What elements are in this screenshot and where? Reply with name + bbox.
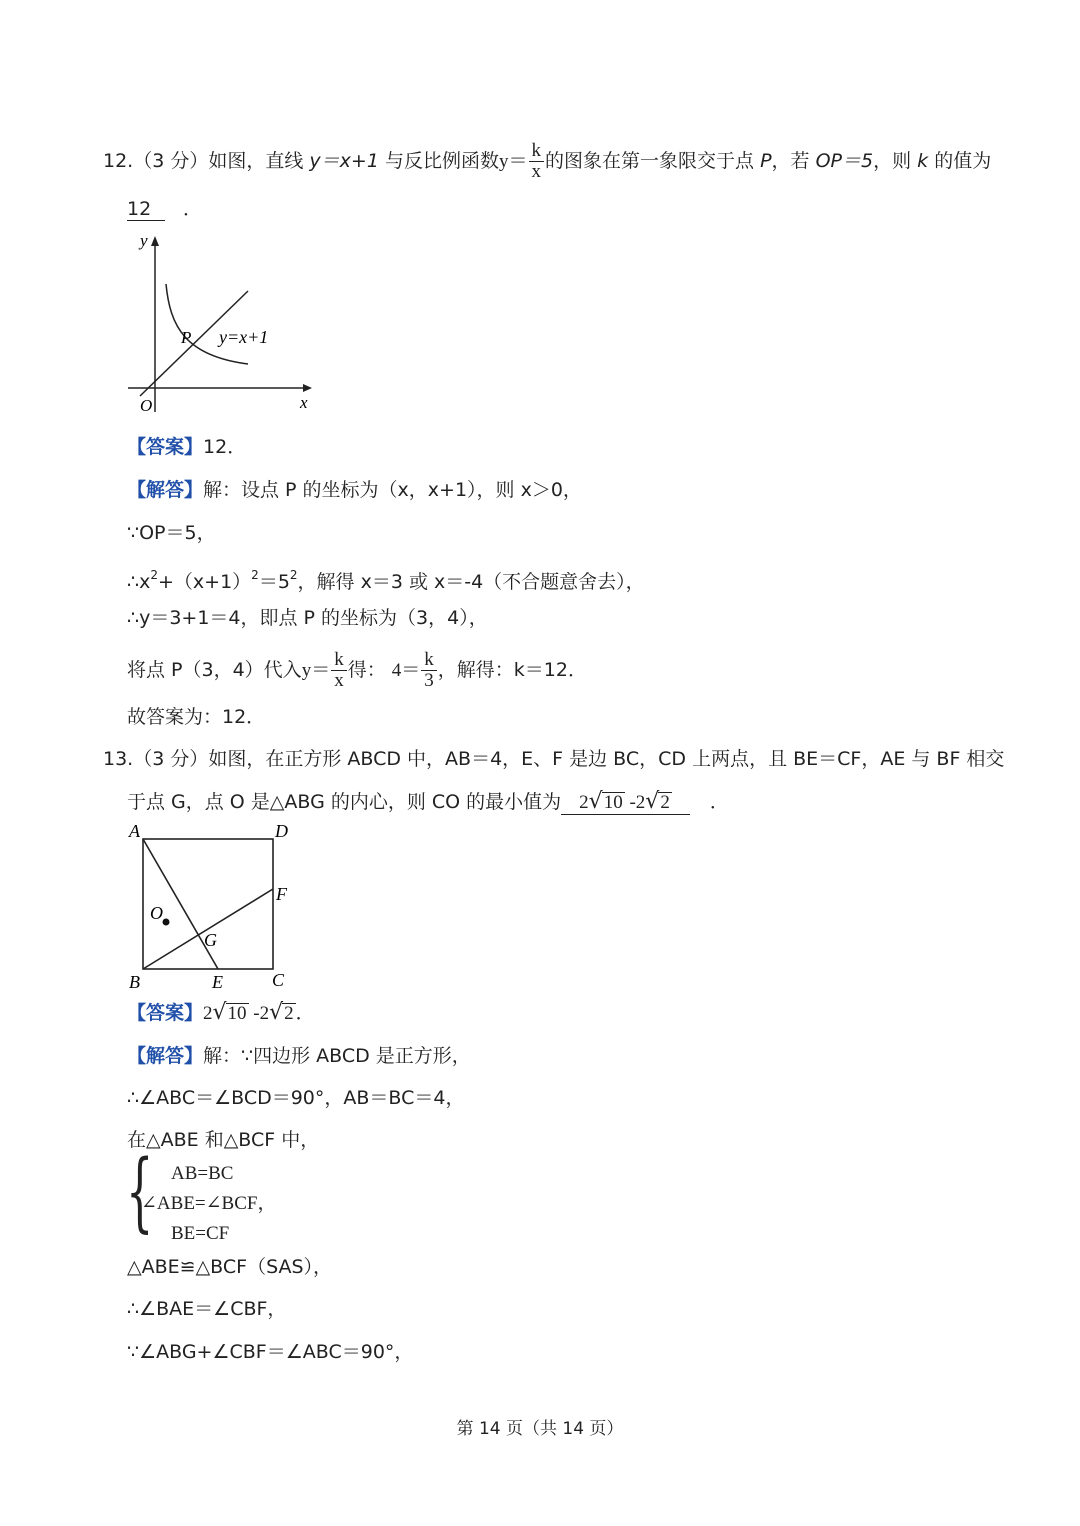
radical-sign: √ <box>269 1000 284 1025</box>
frac-numerator: k <box>421 650 437 671</box>
blank-end: ． <box>709 791 729 813</box>
equation-text: AB=BC <box>171 1163 234 1184</box>
solution-text: +（x+1） <box>157 571 252 593</box>
superscript: 2 <box>150 568 158 582</box>
hyperbola-curve <box>166 284 248 364</box>
solution-text: ＝5 <box>258 571 290 593</box>
solution-text: ，解得：k＝12． <box>437 659 587 681</box>
x-axis-arrow <box>303 384 312 392</box>
q13-square-figure <box>120 818 310 998</box>
system-brace: { <box>126 1142 154 1242</box>
solution-text: 将点 P（3，4）代入 <box>127 659 302 681</box>
superscript: 2 <box>251 568 259 582</box>
solution-text: 解：∵四边形 ABCD 是正方形， <box>203 1045 471 1067</box>
stem-text: ，则 <box>873 150 912 172</box>
y-axis-label: y <box>140 231 148 250</box>
point-label: P <box>760 150 772 172</box>
q12-solution-line6 <box>127 704 265 730</box>
frac-numerator: k <box>529 141 545 162</box>
fraction-k-over-x <box>331 650 347 691</box>
stem-text: 的图象在第一象限交于点 <box>545 150 755 172</box>
q12-solution-line5 <box>127 650 587 691</box>
frac-numerator: k <box>331 650 347 671</box>
solution-text: △ABE≌△BCF（SAS）， <box>127 1256 333 1278</box>
answer-tag: 【答案】 <box>127 1002 204 1024</box>
superscript: 2 <box>289 568 298 582</box>
solution-text: ∴∠ABC＝∠BCD＝90°，AB＝BC＝4， <box>127 1087 465 1109</box>
radicand: 10 <box>227 1003 247 1024</box>
question-number: 12. <box>103 150 134 172</box>
frac-denominator: 3 <box>424 670 434 691</box>
q12-solution-line4 <box>127 605 488 631</box>
line-label: y=x+1 <box>219 327 269 347</box>
q12-solution-line3 <box>127 562 645 595</box>
answer-value: 12． <box>203 436 247 458</box>
q12-answer <box>127 434 246 460</box>
radical-sign: √ <box>588 789 603 814</box>
radical-sign: √ <box>645 789 660 814</box>
q13-solution-line6 <box>127 1339 413 1365</box>
point-g-label: G <box>204 930 217 950</box>
stem-text: 如图，直线 <box>208 150 304 172</box>
incenter-o-dot <box>163 919 170 926</box>
q13-solution-line4 <box>127 1254 332 1280</box>
blank-end: ． <box>183 198 203 220</box>
fraction-k-over-x <box>529 141 545 182</box>
equation-text: ∠ABE=∠BCF， <box>141 1193 277 1214</box>
y-axis-arrow <box>151 236 159 246</box>
q13-solution-line1 <box>127 1043 471 1069</box>
point-p-label: P <box>181 328 192 347</box>
solution-text: 故答案为：12． <box>127 706 266 728</box>
equation-text: BE=CF <box>171 1223 230 1244</box>
solution-tag: 【解答】 <box>127 479 204 501</box>
system-eq3 <box>171 1221 229 1247</box>
frac-denominator: x <box>334 670 344 691</box>
stem-text: 的值为 <box>934 150 992 172</box>
q13-stem-line1 <box>103 746 1004 772</box>
vertex-b-label: B <box>129 972 140 992</box>
x-axis-label: x <box>300 393 308 412</box>
question-number: 13. <box>103 748 134 770</box>
y-equals: y＝ <box>301 660 331 681</box>
stem-text: 与反比例函数 <box>384 150 499 172</box>
radical-sign: √ <box>212 1000 227 1025</box>
coef: 2 <box>203 1003 213 1024</box>
solution-text: 解：设点 P 的坐标为（x，x+1），则 x＞0， <box>203 479 582 501</box>
stem-text: 于点 G，点 O 是△ABG 的内心，则 CO 的最小值为 <box>127 791 562 813</box>
solution-text: 在△ABE 和△BCF 中， <box>127 1129 320 1151</box>
answer-blank: 12 <box>127 198 165 221</box>
op-condition: OP＝5 <box>815 150 874 172</box>
question-score: （3 分） <box>133 748 209 770</box>
q12-stem <box>103 141 991 182</box>
k-variable: k <box>917 150 929 172</box>
point-o-label: O <box>150 903 163 923</box>
q13-solution-line2 <box>127 1085 464 1111</box>
fraction-k-over-3 <box>421 650 437 691</box>
point-e-label: E <box>212 972 223 992</box>
origin-label: O <box>140 396 153 415</box>
solution-text: ∵∠ABG+∠CBF＝∠ABC＝90°， <box>127 1341 414 1363</box>
y-equals: y＝ <box>498 151 528 172</box>
q12-graph-figure <box>120 226 320 416</box>
q12-solution-line1 <box>127 477 582 503</box>
radicand: 2 <box>660 792 670 813</box>
coef: 2 <box>579 792 589 813</box>
solution-text: ∴∠BAE＝∠CBF， <box>127 1298 287 1320</box>
page-footer: 第 14 页（共 14 页） <box>456 1419 624 1439</box>
q13-solution-line5 <box>127 1296 286 1322</box>
stem-text: ，若 <box>771 150 810 172</box>
q13-solution-line3 <box>127 1127 319 1153</box>
radicand: 10 <box>603 792 623 813</box>
answer-blank <box>561 791 690 815</box>
q12-blank-line <box>127 196 202 222</box>
solution-text: ∴x <box>127 571 151 593</box>
system-eq2 <box>141 1191 276 1217</box>
answer-end: ． <box>295 1002 315 1024</box>
solution-text: 得： <box>347 659 386 681</box>
solution-text: ∴y＝3+1＝4，即点 P 的坐标为（3，4）， <box>127 607 488 629</box>
solution-text: ，解得 x＝3 或 x＝-4（不合题意舍去）， <box>297 571 645 593</box>
coef: -2 <box>624 792 646 813</box>
frac-denominator: x <box>531 161 541 182</box>
answer-tag: 【答案】 <box>127 436 204 458</box>
solution-tag: 【解答】 <box>127 1045 204 1067</box>
q13-answer <box>127 1000 315 1027</box>
q12-solution-line2 <box>127 520 216 546</box>
equation-text: 4＝ <box>391 660 421 681</box>
stem-text: 如图，在正方形 ABCD 中，AB＝4，E、F 是边 BC，CD 上两点，且 BE＝CF，AE 与 BF 相交 <box>208 748 1005 770</box>
q13-stem-line2 <box>127 789 729 815</box>
vertex-d-label: D <box>275 821 288 841</box>
line-equation: y＝x+1 <box>309 150 379 172</box>
vertex-a-label: A <box>129 821 140 841</box>
vertex-c-label: C <box>272 970 285 990</box>
point-f-label: F <box>276 884 287 904</box>
coef: -2 <box>248 1003 270 1024</box>
solution-text: ∵OP＝5， <box>127 522 216 544</box>
answer-value <box>203 1000 296 1025</box>
radicand: 2 <box>284 1003 294 1024</box>
segment-bf <box>143 889 273 969</box>
system-eq1 <box>171 1161 233 1187</box>
question-score: （3 分） <box>133 150 209 172</box>
